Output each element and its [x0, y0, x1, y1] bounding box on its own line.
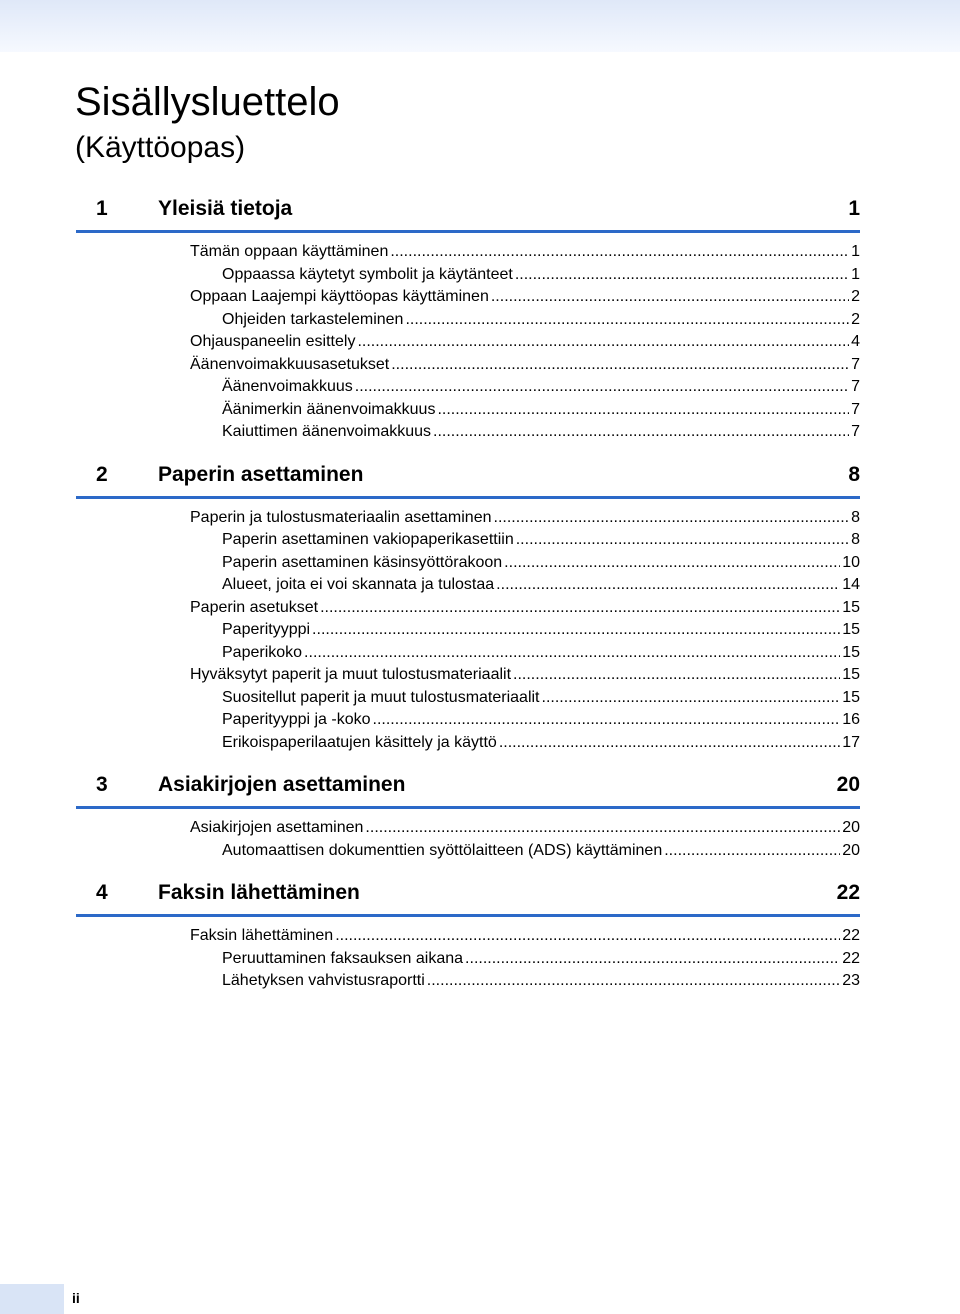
dot-leader — [515, 264, 849, 287]
footer-tab — [0, 1284, 64, 1314]
entry-page: 20 — [842, 841, 860, 859]
entry-page: 2 — [851, 310, 860, 328]
chapter-number: 3 — [96, 773, 108, 796]
entry-page: 8 — [851, 531, 860, 548]
toc-entry[interactable] — [76, 399, 860, 422]
entry-page: 7 — [851, 355, 860, 373]
toc-entry[interactable] — [76, 970, 860, 993]
entry-title: Paperin asettaminen vakiopaperikasettiin — [222, 531, 514, 548]
toc-entry[interactable] — [76, 664, 860, 687]
chapter-page: 22 — [836, 881, 860, 904]
entry-title: Hyväksytyt paperit ja muut tulostusmateriaalit — [190, 666, 512, 683]
chapter-number: 4 — [96, 881, 108, 904]
toc-entry[interactable] — [76, 331, 860, 354]
chapter-number: 1 — [96, 197, 108, 220]
dot-leader — [499, 732, 840, 755]
entry-page: 15 — [842, 666, 860, 683]
entry-page: 2 — [851, 288, 860, 305]
entry-page: 15 — [842, 621, 860, 638]
toc-entry[interactable] — [76, 574, 860, 597]
chapter-page: 20 — [836, 773, 860, 796]
entry-title: Äänenvoimakkuusasetukset — [190, 355, 390, 373]
entry-title: Tämän oppaan käyttäminen — [190, 243, 389, 260]
entry-list — [76, 233, 860, 454]
entry-list — [76, 809, 860, 872]
entry-title: Oppaan Laajempi käyttöopas käyttäminen — [190, 288, 489, 305]
chapter-title: Asiakirjojen asettaminen — [158, 773, 406, 796]
dot-leader — [664, 840, 840, 863]
toc-entry[interactable] — [76, 948, 860, 971]
entry-title: Äänimerkin äänenvoimakkuus — [222, 400, 436, 418]
toc-entry[interactable] — [76, 309, 860, 332]
chapter-section — [76, 764, 860, 872]
table-of-contents — [76, 188, 860, 1003]
chapter-heading[interactable] — [76, 764, 860, 809]
header-band — [0, 0, 960, 52]
dot-leader — [357, 331, 849, 354]
dot-leader — [391, 354, 849, 377]
dot-leader — [504, 552, 840, 575]
toc-entry[interactable] — [76, 421, 860, 444]
entry-page: 1 — [851, 243, 860, 260]
entry-title: Paperityyppi ja -koko — [222, 711, 371, 728]
chapter-section — [76, 872, 860, 1003]
dot-leader — [405, 309, 849, 332]
toc-entry[interactable] — [76, 619, 860, 642]
entry-page: 14 — [842, 576, 860, 593]
entry-page: 15 — [842, 688, 860, 706]
entry-title: Alueet, joita ei voi skannata ja tulostaa — [222, 576, 495, 593]
page-subtitle: (Käyttöopas) — [75, 131, 246, 164]
entry-page: 7 — [851, 423, 860, 440]
entry-title: Ohjauspaneelin esittely — [190, 333, 356, 350]
entry-list — [76, 499, 860, 765]
chapter-page: 1 — [848, 197, 860, 220]
toc-entry[interactable] — [76, 507, 860, 530]
chapter-section — [76, 188, 860, 454]
entry-page: 16 — [842, 711, 860, 728]
entry-page: 15 — [842, 598, 860, 616]
toc-entry[interactable] — [76, 241, 860, 264]
toc-entry[interactable] — [76, 709, 860, 732]
entry-title: Paperin ja tulostusmateriaalin asettaminen — [190, 508, 492, 526]
chapter-heading[interactable] — [76, 454, 860, 499]
chapter-page: 8 — [848, 462, 860, 486]
toc-entry[interactable] — [76, 817, 860, 840]
chapter-title: Paperin asettaminen — [158, 462, 364, 486]
entry-page: 22 — [842, 927, 860, 944]
entry-page: 10 — [842, 553, 860, 571]
chapter-heading[interactable] — [76, 872, 860, 917]
entry-title: Kaiuttimen äänenvoimakkuus — [222, 423, 432, 440]
entry-title: Ohjeiden tarkasteleminen — [222, 310, 404, 328]
page-title: Sisällysluettelo — [75, 80, 340, 124]
toc-entry[interactable] — [76, 529, 860, 552]
title-block — [75, 78, 340, 168]
entry-page: 23 — [842, 972, 860, 989]
entry-title: Paperin asetukset — [190, 598, 319, 616]
dot-leader — [433, 421, 849, 444]
entry-page: 8 — [851, 508, 860, 526]
dot-leader — [516, 529, 849, 552]
dot-leader — [355, 376, 849, 399]
chapter-number: 2 — [96, 462, 108, 486]
dot-leader — [312, 619, 840, 642]
toc-entry[interactable] — [76, 687, 860, 710]
dot-leader — [373, 709, 841, 732]
entry-title: Paperityyppi — [222, 621, 311, 638]
entry-title: Peruuttaminen faksauksen aikana — [222, 949, 464, 967]
dot-leader — [496, 574, 840, 597]
toc-entry[interactable] — [76, 286, 860, 309]
entry-page: 20 — [842, 819, 860, 836]
entry-page: 4 — [851, 333, 860, 350]
chapter-title: Faksin lähettäminen — [158, 881, 360, 904]
entry-title: Paperikoko — [222, 643, 303, 661]
entry-title: Suositellut paperit ja muut tulostusmateriaalit — [222, 688, 540, 706]
dot-leader — [365, 817, 840, 840]
dot-leader — [320, 597, 840, 620]
entry-title: Lähetyksen vahvistusraportti — [222, 972, 425, 989]
dot-leader — [494, 507, 850, 530]
toc-entry[interactable] — [76, 376, 860, 399]
chapter-section — [76, 454, 860, 765]
entry-page: 15 — [842, 643, 860, 661]
toc-entry[interactable] — [76, 354, 860, 377]
dot-leader — [304, 642, 840, 665]
entry-title: Asiakirjojen asettaminen — [190, 819, 364, 836]
entry-title: Äänenvoimakkuus — [222, 378, 353, 395]
dot-leader — [390, 241, 849, 264]
dot-leader — [491, 286, 849, 309]
entry-list — [76, 917, 860, 1003]
entry-title: Automaattisen dokumenttien syöttölaitteen (ADS) käyttäminen — [222, 841, 663, 859]
entry-title: Oppaassa käytetyt symbolit ja käytänteet — [222, 265, 513, 283]
toc-entry[interactable] — [76, 642, 860, 665]
toc-entry[interactable] — [76, 925, 860, 948]
toc-entry[interactable] — [76, 264, 860, 287]
entry-title: Erikoispaperilaatujen käsittely ja käyttö — [222, 733, 497, 751]
dot-leader — [437, 399, 849, 422]
dot-leader — [513, 664, 840, 687]
entry-page: 7 — [851, 378, 860, 395]
entry-title: Paperin asettaminen käsinsyöttörakoon — [222, 553, 503, 571]
toc-entry[interactable] — [76, 840, 860, 863]
toc-entry[interactable] — [76, 552, 860, 575]
dot-leader — [427, 970, 840, 993]
chapter-heading[interactable] — [76, 188, 860, 233]
entry-page: 7 — [851, 400, 860, 418]
dot-leader — [335, 925, 840, 948]
toc-entry[interactable] — [76, 597, 860, 620]
entry-page: 22 — [842, 949, 860, 967]
entry-page: 17 — [842, 733, 860, 751]
chapter-title: Yleisiä tietoja — [158, 197, 293, 220]
dot-leader — [542, 687, 841, 710]
entry-title: Faksin lähettäminen — [190, 927, 334, 944]
dot-leader — [465, 948, 840, 971]
entry-page: 1 — [851, 265, 860, 283]
footer-page-number: ii — [72, 1290, 80, 1306]
toc-entry[interactable] — [76, 732, 860, 755]
